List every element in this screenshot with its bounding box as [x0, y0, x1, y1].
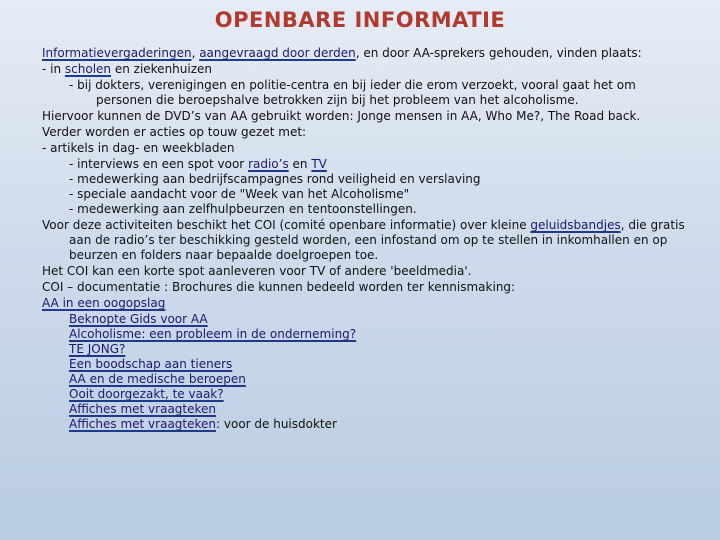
paragraph-activiteiten — [42, 218, 692, 263]
text-prefix: - in — [42, 62, 65, 76]
text-rest: , en door AA-sprekers gehouden, vinden plaats: — [355, 46, 642, 60]
brochure-item — [69, 372, 692, 387]
brochure-list — [42, 312, 692, 432]
link-affiches-vraagteken[interactable]: Affiches met vraagteken — [69, 402, 217, 416]
text-prefix: - interviews en een spot voor — [69, 157, 249, 171]
link-radios[interactable]: radio’s — [248, 157, 289, 171]
slide-body — [42, 46, 692, 432]
link-informatievergaderingen[interactable]: Informatievergaderingen — [42, 46, 192, 60]
paragraph-artikels: - artikels in dag- en weekbladen — [42, 141, 235, 155]
link-beknopte-gids[interactable]: Beknopte Gids voor AA — [69, 312, 208, 326]
link-aangevraagd-door-derden[interactable]: aangevraagd door derden — [199, 46, 356, 60]
paragraph-interviews — [42, 157, 692, 172]
paragraph-week-alcoholisme: - speciale aandacht voor de "Week van het Alcoholisme" — [69, 187, 410, 201]
text-rest: en ziekenhuizen — [111, 62, 213, 76]
brochure-item — [69, 312, 692, 327]
paragraph-zelfhulpbeurzen: - medewerking aan zelfhulpbeurzen en tentoonstellingen. — [69, 202, 417, 216]
text-prefix: Voor deze activiteiten beschikt het COI (comité openbare informatie) over kleine — [42, 218, 531, 232]
text-rest: , die gratis aan de radio’s ter beschikking gesteld worden, een infostand om op te stellen in inkomhallen en op beurzen en folders naar bepaalde doelgroepen toe. — [69, 218, 685, 262]
link-te-jong[interactable]: TE JONG? — [69, 342, 126, 356]
brochure-item — [69, 327, 692, 342]
paragraph-documentatie: COI – documentatie : Brochures die kunnen bedeeld worden ter kennismaking: — [42, 280, 516, 294]
link-medische-beroepen[interactable]: AA en de medische beroepen — [69, 372, 246, 386]
brochure-item — [69, 357, 692, 372]
brochure-item — [69, 342, 692, 357]
slide-title: OPENBARE INFORMATIE — [214, 8, 506, 32]
brochure-item — [69, 402, 692, 417]
paragraph-scholen — [42, 62, 692, 77]
text-mid: en — [288, 157, 312, 171]
brochure-item — [69, 417, 692, 432]
link-scholen[interactable]: scholen — [64, 62, 112, 76]
link-aa-in-een-oogopslag[interactable]: AA in een oogopslag — [42, 296, 166, 310]
paragraph-bedrijfscampagnes: - medewerking aan bedrijfscampagnes rond veiligheid en verslaving — [69, 172, 481, 186]
paragraph-dokters: - bij dokters, verenigingen en politie-centra en bij ieder die erom verzoekt, vooral gaat het om personen die beroepshalve betrokken zijn bij het probleem van het alcoholisme. — [69, 78, 636, 107]
link-geluidsbandjes[interactable]: geluidsbandjes — [530, 218, 621, 232]
text-separator: , — [191, 46, 200, 60]
link-alcoholisme-onderneming[interactable]: Alcoholisme: een probleem in de onderneming? — [69, 327, 357, 341]
paragraph-aa-oogopslag — [42, 296, 692, 311]
text-rest: : voor de huisdokter — [216, 417, 337, 431]
paragraph-verder: Verder worden er acties op touw gezet met: — [42, 125, 307, 139]
paragraph-dvds: Hiervoor kunnen de DVD’s van AA gebruikt worden: Jonge mensen in AA, Who Me?, The Road back. — [42, 109, 641, 123]
link-ooit-doorgezakt[interactable]: Ooit doorgezakt, te vaak? — [69, 387, 224, 401]
brochure-item — [69, 387, 692, 402]
link-boodschap-tieners[interactable]: Een boodschap aan tieners — [69, 357, 233, 371]
paragraph-korte-spot: Het COI kan een korte spot aanleveren voor TV of andere 'beeldmedia'. — [42, 264, 472, 278]
paragraph-informatievergaderingen — [42, 46, 692, 61]
link-affiches-vraagteken-huisdokter[interactable]: Affiches met vraagteken — [69, 417, 217, 431]
link-tv[interactable]: TV — [311, 157, 327, 171]
